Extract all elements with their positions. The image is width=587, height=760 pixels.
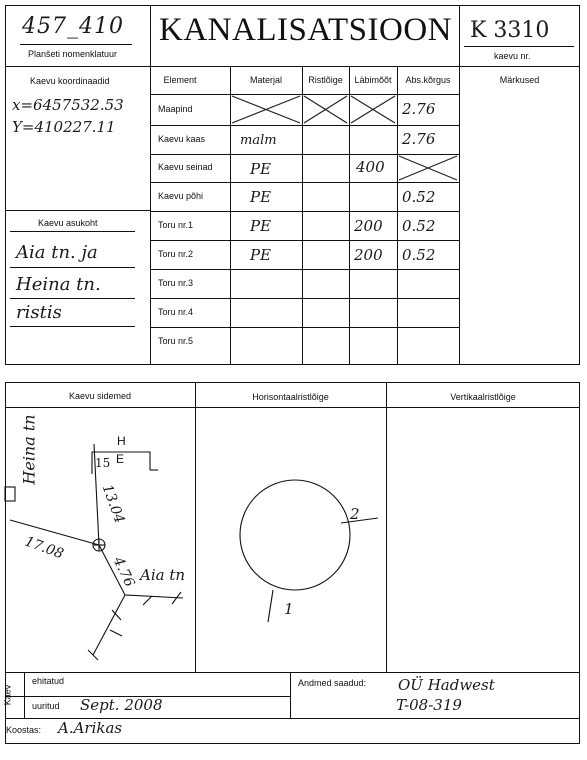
sheet-label: Planšeti nomenklatuur (28, 49, 118, 59)
pipe-2-label: 2 (350, 505, 360, 523)
th-markused: Märkused (499, 75, 540, 85)
doc-title: KANALISATSIOON (159, 12, 452, 48)
location-title: Kaevu asukoht (38, 218, 98, 228)
sketch-line-a (10, 520, 99, 545)
val-kaas-korgus: 2.76 (402, 130, 436, 148)
location-line-2: Heina tn. (16, 274, 101, 295)
sketch-line-e (93, 595, 125, 655)
sketch-edge-box (5, 487, 15, 501)
val-toru1-materjal: PE (250, 217, 272, 235)
footer-uuritud-label: uuritud (32, 701, 60, 711)
th-ristloige: Ristlõige (308, 75, 343, 85)
val-toru1-korgus: 0.52 (402, 217, 436, 235)
footer-andmed-value-1: OÜ Hadwest (398, 676, 495, 694)
pipe-1-line (268, 590, 273, 622)
building-box-h: H (117, 434, 126, 448)
footer-ehitatud-label: ehitatud (32, 676, 65, 686)
th-materjal: Materjal (249, 75, 282, 85)
length-1304: 13.04 (98, 482, 128, 526)
footer-andmed-value-2: T-08-319 (396, 696, 462, 714)
footer-vline-kaev (24, 672, 25, 718)
coord-y: Y=410227.11 (12, 118, 116, 136)
well-number: K 3310 (470, 18, 550, 43)
th-element: Element (163, 75, 197, 85)
row-label-toru3: Toru nr.3 (158, 278, 194, 288)
footer-uuritud-value: Sept. 2008 (80, 696, 163, 714)
th-korgus: Abs.kõrgus (405, 75, 451, 85)
row-label-toru2: Toru nr.2 (158, 249, 194, 259)
sketch-col3-title: Vertikaalristlõige (450, 392, 516, 402)
sketch-col1-title: Kaevu sidemed (68, 391, 132, 401)
sketch-tick-1 (143, 596, 152, 605)
coord-x: x=6457532.53 (12, 96, 124, 114)
row-label-kaas: Kaevu kaas (158, 134, 206, 144)
sketch-tick-5 (88, 650, 98, 660)
building-box-e: E (116, 452, 125, 466)
row-label-maapind: Maapind (158, 104, 193, 114)
sketch-tick-4 (110, 630, 122, 636)
row-label-seinad: Kaevu seinad (158, 162, 213, 172)
footer-andmed-label: Andmed saadud: (298, 678, 367, 688)
footer-koostas-label: Koostas: (6, 725, 42, 735)
val-toru2-korgus: 0.52 (402, 246, 436, 264)
street-aia-label: Aia tn (140, 566, 186, 584)
val-pohi-korgus: 0.52 (402, 188, 436, 206)
coords-title: Kaevu koordinaadid (30, 76, 110, 86)
sketch-col2-title: Horisontaalristlõige (252, 392, 329, 402)
val-seinad-materjal: PE (250, 160, 272, 178)
length-1708: 17.08 (22, 533, 66, 563)
val-seinad-labimoot: 400 (356, 158, 385, 176)
val-toru1-labimoot: 200 (354, 217, 383, 235)
sheet-number: 457_410 (22, 14, 124, 39)
well-label: kaevu nr. (494, 51, 531, 61)
street-heina-label: Heina tn (19, 414, 39, 485)
pipe-1-label: 1 (284, 600, 294, 618)
location-line-3: ristis (16, 302, 62, 323)
horizontal-section-circle (240, 480, 350, 590)
val-maapind-korgus: 2.76 (402, 100, 436, 118)
sketch-line-d (125, 595, 183, 598)
row-label-toru5: Toru nr.5 (158, 336, 194, 346)
footer-koostas-value: A.Arikas (58, 719, 123, 737)
length-476: 4.76 (109, 554, 138, 590)
row-label-pohi: Kaevu põhi (158, 191, 204, 201)
th-labimoot: Läbimõõt (354, 75, 392, 85)
val-kaas-materjal: malm (240, 133, 277, 148)
val-pohi-materjal: PE (250, 188, 272, 206)
location-line-1: Aia tn. ja (16, 242, 98, 263)
building-box-number: 15 (95, 456, 111, 470)
footer-kaev-label: Kaev (2, 684, 13, 706)
val-toru2-materjal: PE (250, 246, 272, 264)
row-label-toru1: Toru nr.1 (158, 220, 194, 230)
footer-top-line (5, 672, 580, 673)
val-toru2-labimoot: 200 (354, 246, 383, 264)
footer-vline-mid (290, 672, 291, 718)
row-label-toru4: Toru nr.4 (158, 307, 194, 317)
